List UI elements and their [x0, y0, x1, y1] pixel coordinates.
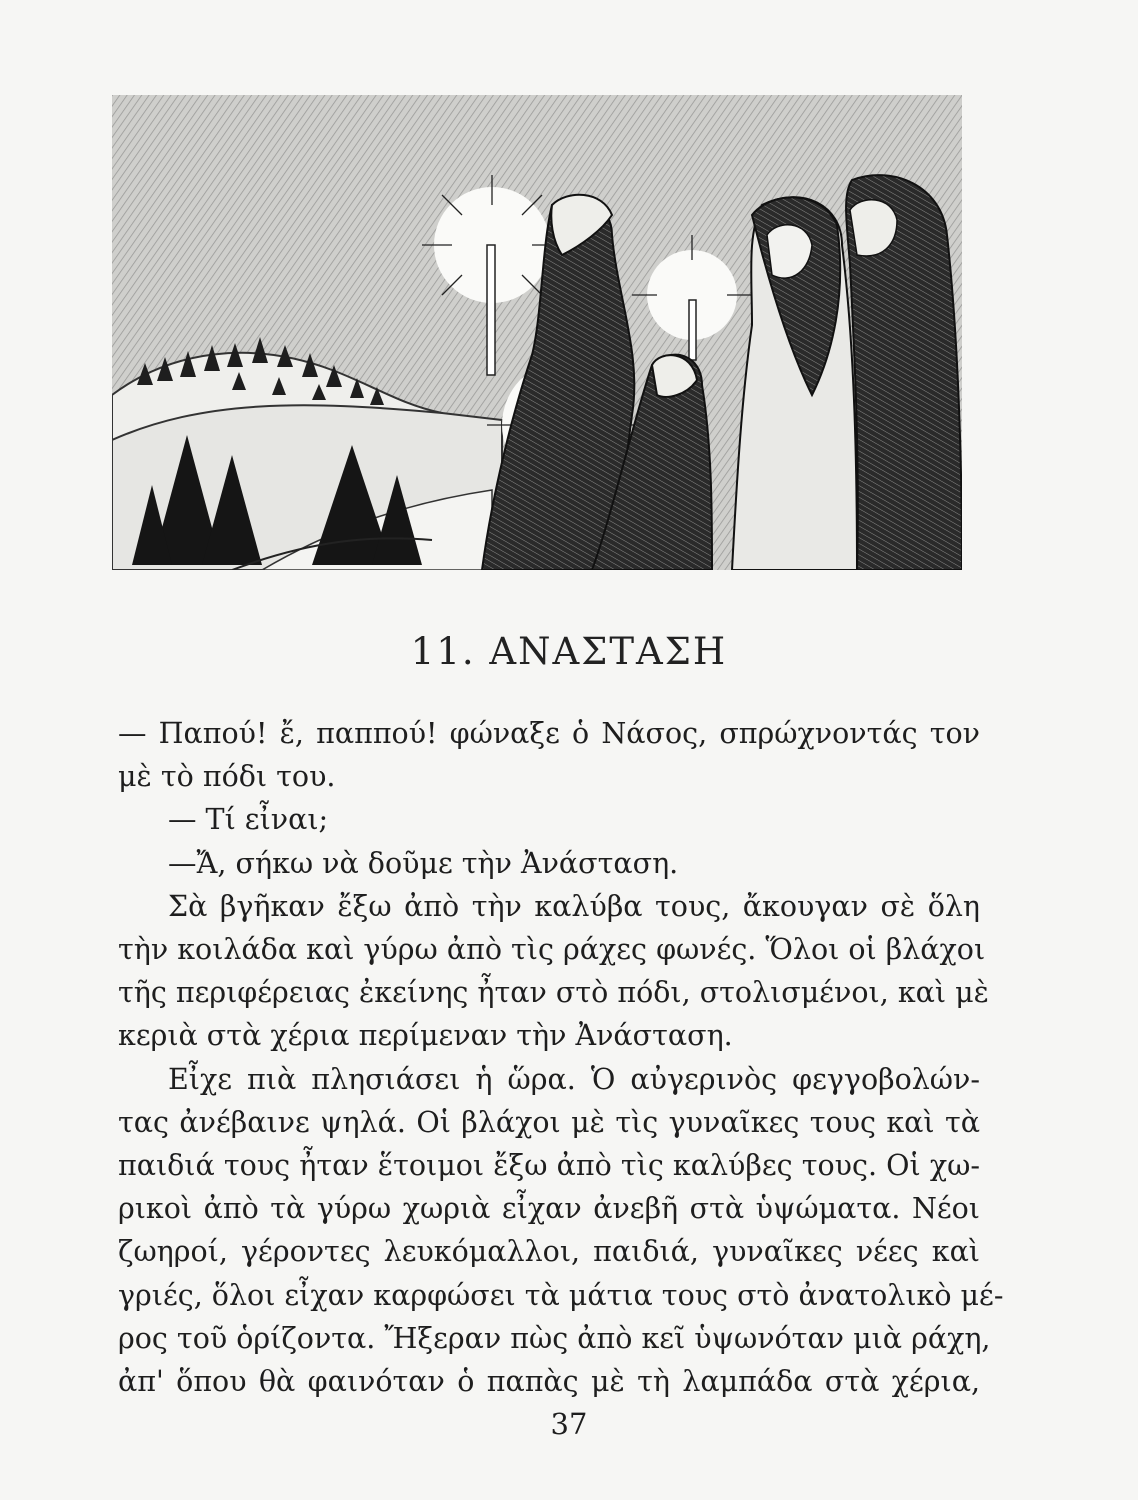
text-line: τὴν κοιλάδα καὶ γύρω ἀπὸ τὶς ράχες φωνές. Ὅλοι οἱ βλάχοι [118, 933, 986, 967]
text-line: Εἶχε πιὰ πλησιάσει ἡ ὥρα. Ὁ αὐγερινὸς φεγγοβολών- [168, 1062, 980, 1096]
text-line: ρος τοῦ ὁρίζοντα. Ἤξεραν πὼς ἀπὸ κεῖ ὑψωνόταν μιὰ ράχη, [118, 1321, 991, 1355]
text-line: μὲ τὸ πόδι του. [118, 760, 336, 794]
text-line: ἀπ' ὅπου θὰ φαινόταν ὁ παπὰς μὲ τὴ λαμπάδα στὰ χέρια, [118, 1365, 980, 1399]
text-line: παιδιά τους ἦταν ἕτοιμοι ἔξω ἀπὸ τὶς καλύβες τους. Οἱ χω- [118, 1149, 980, 1183]
text-line: τας ἀνέβαινε ψηλά. Οἱ βλάχοι μὲ τὶς γυναῖκες τους καὶ τὰ [118, 1105, 980, 1139]
chapter-title: 11. ΑΝΑΣΤΑΣΗ [410, 630, 728, 673]
easter-resurrection-illustration [112, 95, 962, 570]
text-line: γριές, ὅλοι εἶχαν καρφώσει τὰ μάτια τους στὸ ἀνατολικὸ μέ- [118, 1278, 1004, 1312]
text-line: κεριὰ στὰ χέρια περίμεναν τὴν Ἀνάσταση. [118, 1019, 733, 1053]
text-line: —Ἄ, σήκω νὰ δοῦμε τὴν Ἀνάσταση. [168, 846, 679, 880]
text-line: Σὰ βγῆκαν ἔξω ἀπὸ τὴν καλύβα τους, ἄκουγαν σὲ ὅλη [168, 889, 980, 923]
text-line: ρικοὶ ἀπὸ τὰ γύρω χωριὰ εἶχαν ἀνεβῆ στὰ ὑψώματα. Νέοι [118, 1192, 980, 1226]
text-line: τῆς περιφέρειας ἐκείνης ἦταν στὸ πόδι, στολισμένοι, καὶ μὲ [118, 976, 989, 1010]
chapter-body-text [118, 712, 1004, 1403]
page-number: 37 [550, 1407, 588, 1441]
text-line: ζωηροί, γέροντες λευκόμαλλοι, παιδιά, γυναῖκες νέες καὶ [118, 1235, 980, 1269]
text-line: — Παπού! ἔ, παππού! φώναξε ὁ Νάσος, σπρώχνοντάς τον [118, 717, 980, 750]
text-line: — Τί εἶναι; [168, 803, 329, 837]
